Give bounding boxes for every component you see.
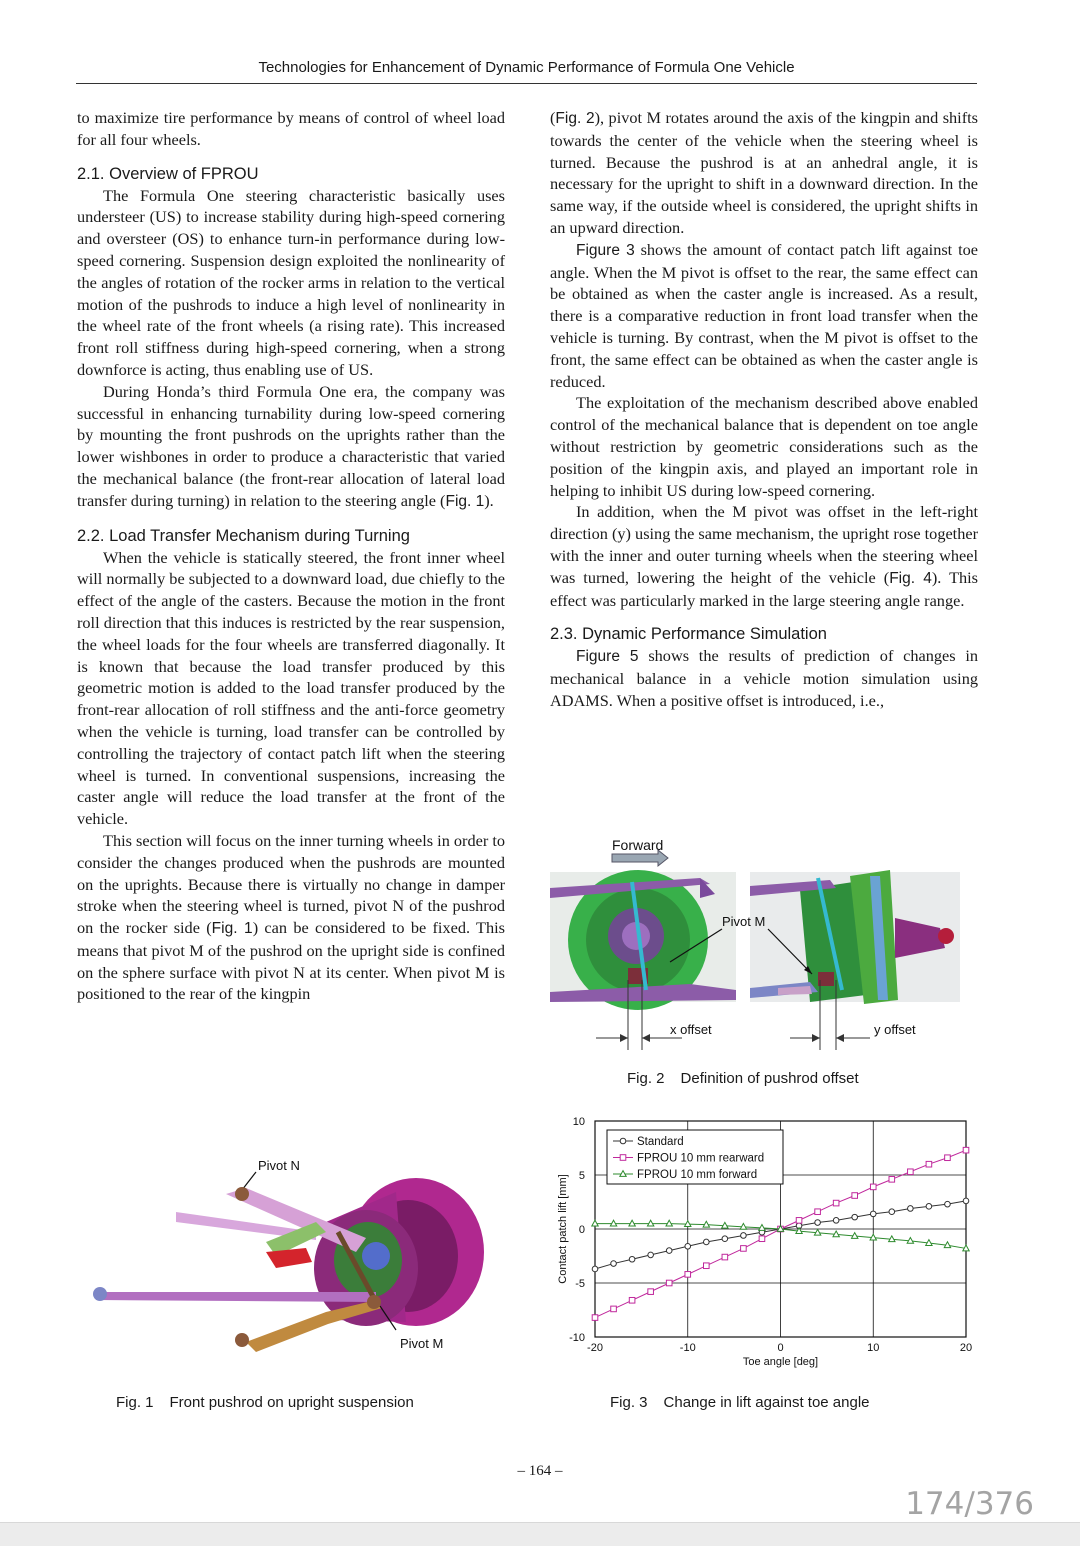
paragraph-text: During Honda’s third Formula One era, the company was successful in enhancing turnability during low-speed cornering by mounting the front pushrods on the uprights rather than the lower wishbones in order to produce a characteristic that varied the mechanical balance (the front-rear allocation of lateral load transfer during turning) in relation to the steering angle ( <box>77 381 505 510</box>
arrowhead-icon <box>642 1034 650 1042</box>
figure-1-caption <box>116 1394 414 1411</box>
data-point <box>704 1239 710 1245</box>
caption-text: Change in lift against toe angle <box>663 1394 870 1411</box>
side-view-render <box>750 870 960 1004</box>
y-tick-label: 0 <box>578 1224 585 1236</box>
legend-entry: FPROU 10 mm forward <box>637 1169 758 1181</box>
data-point <box>704 1263 710 1269</box>
left-column <box>77 107 505 1005</box>
paragraph-2-2-a: When the vehicle is statically steered, the front inner wheel will normally be subjected to a downward load, due chiefly to the effect of the angle of the casters. Because the motion in the front roll direction that this induces is restricted by the rear suspension, the wheel loads for the four wheels are transferred diagonally. It is known that because the load transfer produced by this geometric motion is added to the load transfer produced by the front-rear allocation of roll stiffness and the anti-force geometry when the vehicle is turning, load transfer can be controlled by controlling the trajectory of contact patch lift when the steering wheel is turned. In conventional suspensions, increasing the caster angle will reduce the load transfer at the front of the vehicle. <box>77 547 505 829</box>
front-view-render <box>550 870 736 1010</box>
x-tick-label: 20 <box>959 1342 973 1354</box>
paragraph-text: ( <box>550 108 556 127</box>
figure-2-pushrod-offset <box>550 832 980 1057</box>
data-point <box>815 1209 821 1215</box>
data-point <box>963 1147 969 1153</box>
pivot-n-leader <box>242 1172 256 1190</box>
y-axis-label: Contact patch lift [mm] <box>557 1174 569 1284</box>
forward-label: Forward <box>612 837 664 853</box>
data-point <box>796 1218 802 1224</box>
caption-text: Front pushrod on upright suspension <box>169 1394 414 1411</box>
data-point <box>666 1280 672 1286</box>
paragraph-text: ). This effect was particularly marked in the large steering angle range. <box>550 567 979 610</box>
x-offset-label: x offset <box>670 1022 712 1037</box>
data-point <box>945 1201 951 1207</box>
lower-wishbone <box>96 1292 376 1302</box>
data-point <box>648 1289 654 1295</box>
paragraph-figure-5 <box>550 645 978 711</box>
data-point <box>722 1254 728 1260</box>
data-point <box>833 1218 839 1224</box>
section-heading-2-2: 2.2. Load Transfer Mechanism during Turning <box>77 526 410 545</box>
data-point <box>741 1233 747 1239</box>
data-point <box>629 1297 635 1303</box>
page-number: – 164 – <box>517 1463 563 1479</box>
arrowhead-icon <box>620 1034 628 1042</box>
caption-number: Fig. 2 <box>627 1070 665 1087</box>
section-heading-2-3: 2.3. Dynamic Performance Simulation <box>550 625 827 644</box>
data-point <box>620 1138 626 1144</box>
data-point <box>889 1209 895 1215</box>
figure-reference: Figure 5 <box>576 648 639 666</box>
paragraph-2-2-b <box>77 830 505 1005</box>
data-point <box>889 1177 895 1183</box>
paragraph-text: shows the amount of contact patch lift against toe angle. When the M pivot is offset to the rear, the same effect can be obtained as when the caster angle is increased. As a result, there is a comparative reduction in front load transfer when the vehicle is turning. By contrast, when the M pivot is offset to the front, the same effect can be obtained as when the caster angle is reduced. <box>550 239 978 391</box>
data-point <box>945 1155 951 1161</box>
paragraph-text: ), pivot M rotates around the axis of the kingpin and shifts towards the center of the vehicle when the steering wheel is turned. Because the pushrod is at an anhedral angle, it is necessary for the upright to shift in a downward direction. In the same way, if the outside wheel is considered, the upright shifts in an upward direction. <box>550 108 978 237</box>
paragraph-intro: to maximize tire performance by means of control of wheel load for all four wheels. <box>77 108 505 149</box>
data-point <box>908 1169 914 1175</box>
data-point <box>852 1214 858 1220</box>
paragraph-text: In addition, when the M pivot was offset in the left-right direction (y) using the same mechanism, the upright rose together with the inner and outer turning wheels when the steering wheel was turned, lowering the height of the vehicle ( <box>550 502 978 587</box>
caption-number: Fig. 1 <box>116 1394 154 1411</box>
pivot-n-label: Pivot N <box>258 1158 300 1173</box>
arrowhead-icon <box>836 1034 844 1042</box>
pivot-m-label: Pivot M <box>400 1336 444 1351</box>
viewer-toolbar <box>0 1522 1080 1546</box>
figure-2-caption <box>627 1070 859 1087</box>
paragraph-text: This section will focus on the inner turning wheels in order to consider the changes produced when the pushrods are mounted on the uprights. Because there is virtually no change in damper stroke when the steering wheel is turned, pivot N of the pushrod on the rocker side ( <box>77 830 505 938</box>
section-heading-2-1: 2.1. Overview of FPROU <box>77 164 259 183</box>
paragraph-continued <box>550 107 978 239</box>
data-point <box>852 1193 858 1199</box>
chart-legend <box>607 1130 783 1184</box>
data-point <box>759 1236 765 1242</box>
caption-number: Fig. 3 <box>610 1394 648 1411</box>
arrowhead-icon <box>812 1034 820 1042</box>
figure-3-lift-chart <box>550 1108 980 1380</box>
legend-entry: FPROU 10 mm rearward <box>637 1152 765 1165</box>
header-rule <box>76 83 977 84</box>
data-point <box>620 1155 626 1161</box>
figure-reference: Fig. 2 <box>555 110 595 127</box>
data-point <box>592 1266 598 1272</box>
data-point <box>870 1211 876 1217</box>
x-tick-label: 10 <box>867 1342 880 1354</box>
data-point <box>722 1236 728 1242</box>
y-tick-label: 5 <box>578 1170 585 1182</box>
data-point <box>926 1204 932 1210</box>
figure-3-caption <box>610 1394 870 1411</box>
figure-reference: Fig. 1 <box>211 920 253 938</box>
y-tick-label: -5 <box>575 1278 585 1290</box>
x-tick-label: -10 <box>679 1342 696 1354</box>
viewer-page-counter: 174/376 <box>905 1486 1034 1522</box>
pivot-m-label: Pivot M <box>722 914 766 929</box>
figure-1-pushrod-render <box>76 1152 506 1367</box>
right-column <box>550 107 978 712</box>
data-point <box>963 1198 969 1204</box>
data-point <box>741 1246 747 1252</box>
paragraph-addition <box>550 501 978 611</box>
paragraph-exploitation: The exploitation of the mechanism described above enabled control of the mechanical balance that is dependent on toe angle without restriction by geometric considerations such as the position of the kingpin axis, and played an important role in helping to inhibit US during low-speed cornering. <box>550 393 978 500</box>
data-point <box>611 1306 617 1312</box>
y-tick-label: -10 <box>569 1332 585 1344</box>
data-point <box>592 1315 598 1321</box>
figure-reference: Figure 3 <box>576 241 635 259</box>
x-axis-label: Toe angle [deg] <box>742 1356 819 1368</box>
figure-reference: Fig. 1 <box>445 492 485 510</box>
data-point <box>611 1261 617 1267</box>
paragraph-text: ) can be considered to be fixed. This means that pivot M of the pushrod on the upright side is confined on the sphere surface with pivot N at its center. When pivot M is positioned to the rear of the kingpin <box>77 918 506 1004</box>
data-point <box>926 1161 932 1167</box>
data-point <box>870 1184 876 1190</box>
y-offset-label: y offset <box>874 1022 916 1037</box>
data-point <box>908 1206 914 1212</box>
data-point <box>666 1248 672 1254</box>
data-point <box>833 1200 839 1206</box>
paragraph-text: ). <box>484 490 494 510</box>
paragraph-text: shows the results of prediction of changes in mechanical balance in a vehicle motion simulation using ADAMS. When a positive offset is introduced, i.e., <box>550 646 978 710</box>
y-tick-label: 10 <box>572 1116 585 1128</box>
legend-entry: Standard <box>637 1136 684 1148</box>
data-point <box>648 1252 654 1258</box>
paragraph-figure-3 <box>550 239 978 393</box>
x-tick-label: 0 <box>777 1342 784 1354</box>
paragraph-2-1-b <box>77 381 505 513</box>
data-point <box>629 1256 635 1262</box>
x-tick-label: -20 <box>587 1342 603 1354</box>
running-header: Technologies for Enhancement of Dynamic Performance of Formula One Vehicle <box>258 59 795 76</box>
data-point <box>815 1220 821 1226</box>
figure-reference: Fig. 4 <box>889 569 932 587</box>
caption-text: Definition of pushrod offset <box>680 1070 859 1087</box>
data-point <box>685 1243 691 1249</box>
data-point <box>685 1272 691 1278</box>
paragraph-2-1-a: The Formula One steering characteristic basically uses understeer (US) to increase stability during high-speed cornering and oversteer (OS) to enhance turn-in performance during low-speed cornering. Suspension design exploited the nonlinearity of the angles of rotation of the rocker arms in relation to the vertical motion of the pushrods to induce a high level of nonlinearity in the wheel rate of the front wheels (a rising rate). This increased front roll stiffness during high-speed cornering, when a strong downforce is acting, thus enabling use of US. <box>77 185 505 379</box>
